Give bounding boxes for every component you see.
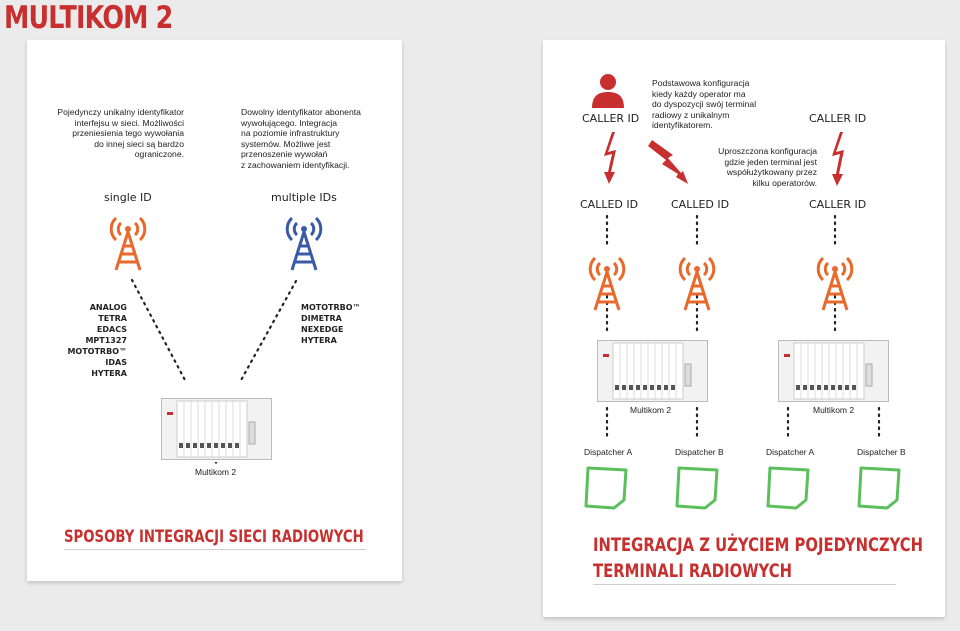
multiple-ids-label: multiple IDs xyxy=(271,191,337,204)
multiple-ids-description: Dowolny identyfikator abonenta wywołującego. Integracja na poziomie infrastruktury systemów. Możliwe jest przenoszenie wywołań z zachowaniem identyfikacji. xyxy=(241,107,361,170)
dispatcher-label: Dispatcher A xyxy=(584,447,633,457)
simple-config-description: Uproszczona konfiguracja gdzie jeden terminal jest współużytkowany przez kilku operatorów. xyxy=(718,146,817,188)
dispatcher-screen-icon xyxy=(857,466,903,512)
dispatcher-screen-icon xyxy=(675,466,721,512)
right-heading-divider xyxy=(593,584,896,585)
caller-id-label-1: CALLER ID xyxy=(582,112,640,125)
dispatcher-label: Dispatcher A xyxy=(766,447,815,457)
right-section-heading-line1: INTEGRACJA Z UŻYCIEM POJEDYNCZYCH xyxy=(593,534,924,556)
dispatcher-screen-icon xyxy=(584,466,630,512)
page-title: MULTIKOM 2 xyxy=(4,0,173,36)
systems-list-left: ANALOG TETRA EDACS MPT1327 MOTOTRBO™ IDAS HYTERA xyxy=(67,303,127,378)
caller-id-label-3: CALLER ID xyxy=(809,198,867,211)
dispatcher-screen-icon xyxy=(766,466,812,512)
device-label-right-2: Multikom 2 xyxy=(813,405,855,415)
single-id-description: Pojedynczy unikalny identyfikator interfejsu w sieci. Możliwości przeniesienia tego wywołania do innej sieci są bardzo ograniczone. xyxy=(57,107,184,159)
multikom-device-icon xyxy=(778,340,889,402)
right-section-heading-line2: TERMINALI RADIOWYCH xyxy=(593,560,793,582)
radio-tower-orange-icon xyxy=(679,250,715,312)
dispatcher-label: Dispatcher B xyxy=(857,447,906,457)
multikom-device-icon xyxy=(597,340,708,402)
called-id-label-1: CALLED ID xyxy=(580,198,639,211)
basic-config-description: Podstawowa konfiguracja kiedy każdy operator ma do dyspozycji swój terminal radiowy z unikalnym identyfikatorem. xyxy=(652,78,757,130)
called-id-label-2: CALLED ID xyxy=(671,198,730,211)
device-label-left: Multikom 2 xyxy=(195,467,237,477)
single-id-label: single ID xyxy=(104,191,152,204)
radio-tower-orange-icon xyxy=(589,250,625,312)
caller-id-label-2: CALLER ID xyxy=(809,112,867,125)
systems-list-right: MOTOTRBO™ DIMETRA NEXEDGE HYTERA xyxy=(301,303,361,345)
device-label-right-1: Multikom 2 xyxy=(630,405,672,415)
left-section-heading: SPOSOBY INTEGRACJI SIECI RADIOWYCH xyxy=(64,527,364,547)
radio-tower-orange-icon xyxy=(817,250,853,312)
dispatcher-label: Dispatcher B xyxy=(675,447,724,457)
